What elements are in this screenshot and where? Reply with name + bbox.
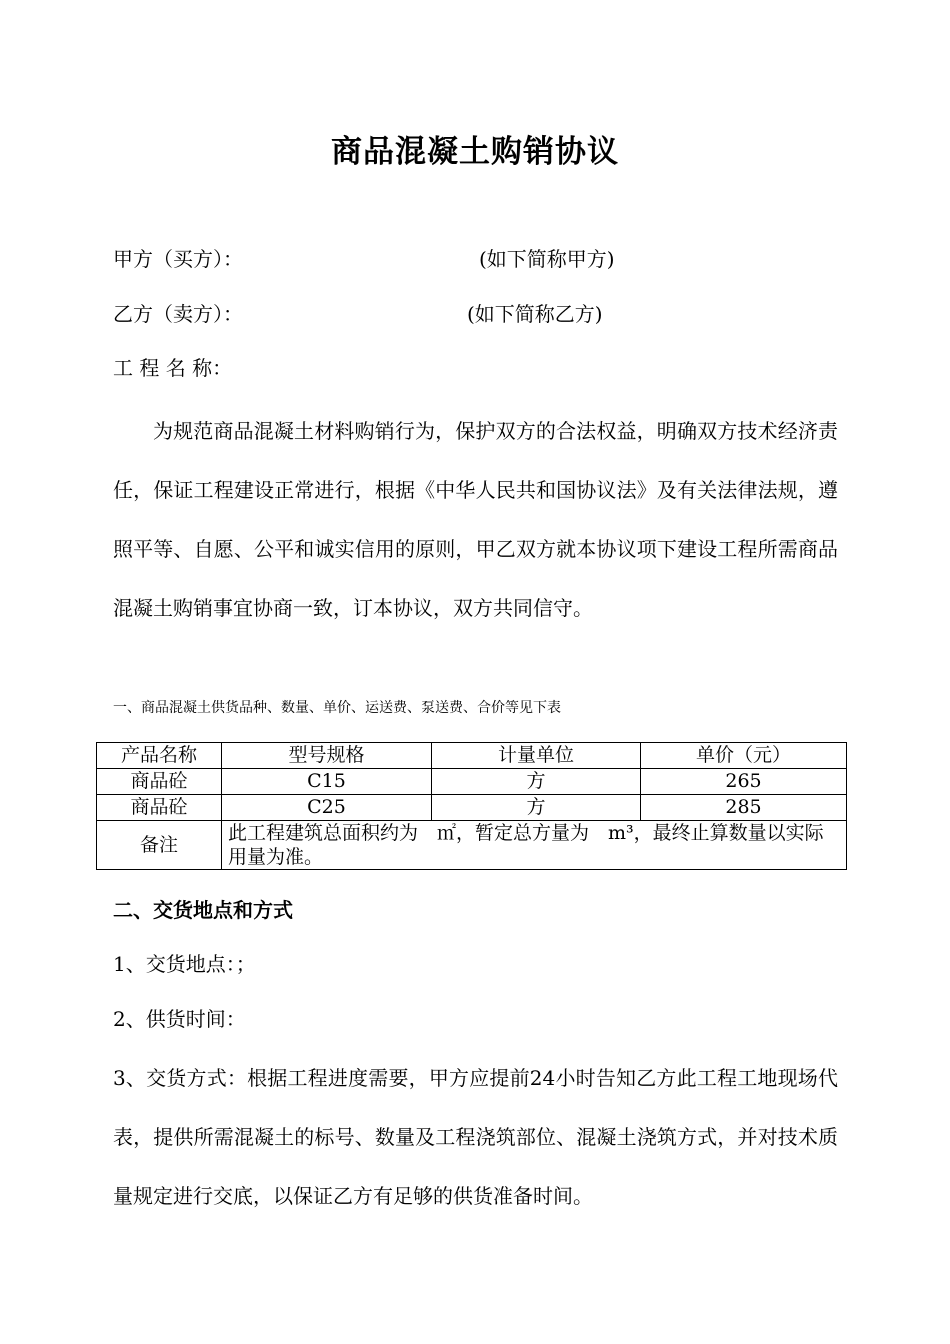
cell-price: 285: [641, 795, 847, 821]
party-b-label: 乙方（卖方）：: [113, 302, 243, 326]
document-title: 商品混凝土购销协议: [331, 134, 619, 170]
table-header-row: [97, 743, 847, 769]
party-b-note: (如下简称乙方): [467, 302, 603, 326]
section1-note: 一、商品混凝土供货品种、数量、单价、运送费、泵送费、合价等见下表: [113, 700, 561, 716]
project-name-label: 工 程 名 称：: [113, 356, 233, 380]
delivery-location-item: 1、交货地点：；: [113, 952, 256, 976]
party-a-label: 甲方（买方）：: [113, 247, 243, 271]
cell-spec: C15: [222, 769, 432, 795]
header-unit: 计量单位: [432, 743, 641, 769]
table-row: [97, 795, 847, 821]
cell-unit: 方: [432, 769, 641, 795]
header-product-name: 产品名称: [97, 743, 222, 769]
header-spec: 型号规格: [222, 743, 432, 769]
cell-unit: 方: [432, 795, 641, 821]
product-table: [96, 742, 847, 870]
intro-paragraph: 为规范商品混凝土材料购销行为，保护双方的合法权益，明确双方技术经济责任，保证工程建设正常进行，根据《中华人民共和国协议法》及有关法律法规，遵照平等、自愿、公平和诚实信用的原则，甲乙双方就本协议项下建设工程所需商品混凝土购销事宜协商一致，订本协议，双方共同信守。: [113, 419, 838, 620]
cell-product: 商品砼: [97, 769, 222, 795]
cell-spec: C25: [222, 795, 432, 821]
table-remark-row: [97, 821, 847, 870]
cell-price: 265: [641, 769, 847, 795]
header-price: 单价（元）: [641, 743, 847, 769]
cell-product: 商品砼: [97, 795, 222, 821]
remark-text: 此工程建筑总面积约为 ㎡，暂定总方量为 m³，最终止算数量以实际用量为准。: [222, 821, 847, 870]
supply-time-item: 2、供货时间：: [113, 1007, 246, 1031]
delivery-method-paragraph: 3、交货方式：根据工程进度需要，甲方应提前24小时告知乙方此工程工地现场代表，提供所需混凝土的标号、数量及工程浇筑部位、混凝土浇筑方式，并对技术质量规定进行交底，以保证乙方有足够的供货准备时间。: [113, 1066, 838, 1208]
party-a-note: (如下简称甲方): [479, 247, 615, 271]
section2-heading: 二、交货地点和方式: [113, 898, 293, 922]
table-row: [97, 769, 847, 795]
remark-label: 备注: [97, 821, 222, 870]
